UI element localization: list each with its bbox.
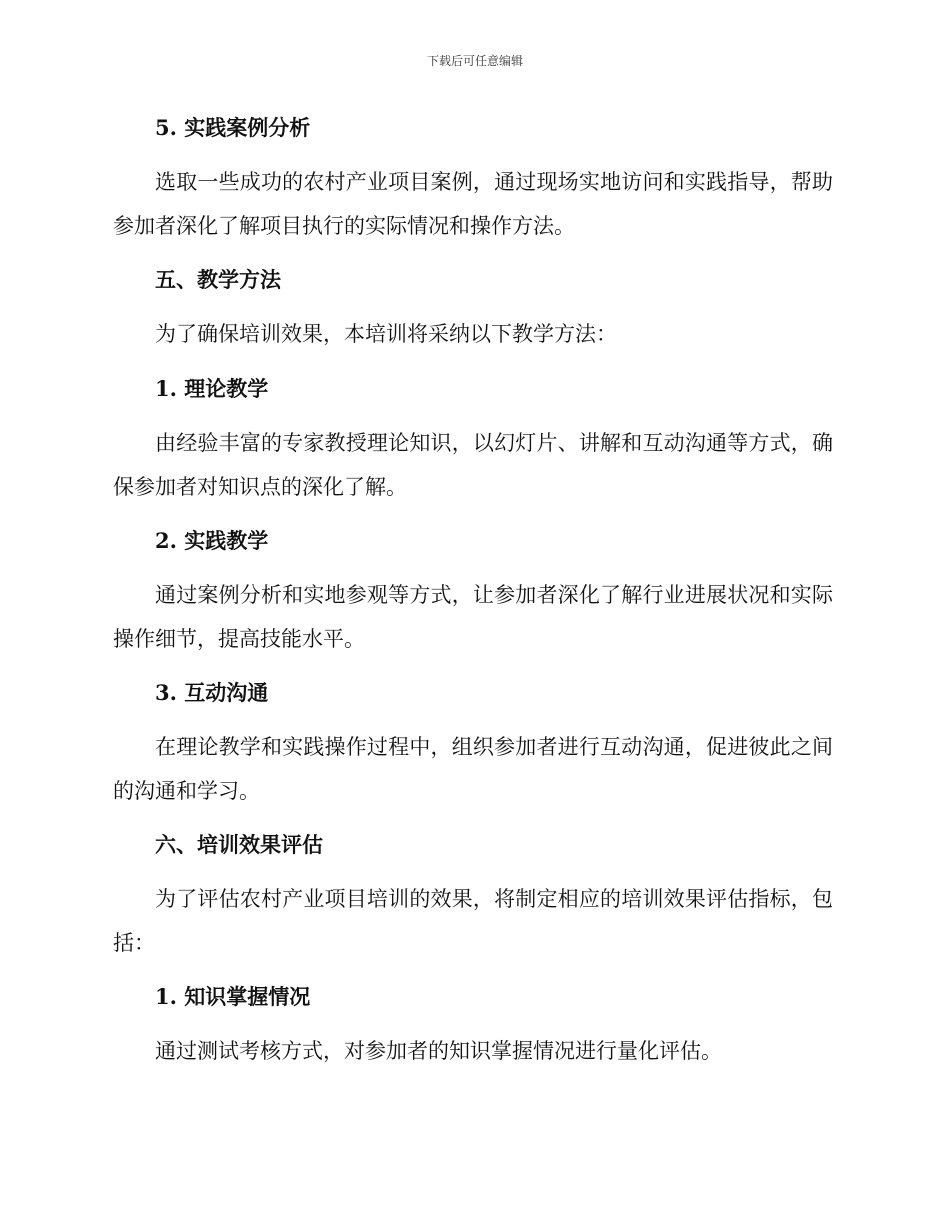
section-heading-teaching-methods: 五、教学方法 [155, 267, 281, 292]
paragraph-interactive-communication: 在理论教学和实践操作过程中，组织参加者进行互动沟通，促进彼此之间的沟通和学习。 [113, 735, 833, 803]
page-header-note: 下载后可任意编辑 [426, 54, 523, 68]
paragraph-teaching-methods: 为了确保培训效果，本培训将采纳以下教学方法： [155, 322, 617, 346]
section-heading-interactive-communication: 3. 互动沟通 [155, 680, 269, 705]
section-heading-theory-teaching: 1. 理论教学 [155, 376, 269, 401]
paragraph-knowledge-mastery: 通过测试考核方式，对参加者的知识掌握情况进行量化评估。 [155, 1039, 722, 1063]
paragraph-practice-case: 选取一些成功的农村产业项目案例，通过现场实地访问和实践指导，帮助参加者深化了解项目执行的实际情况和操作方法。 [113, 170, 833, 238]
section-heading-knowledge-mastery: 1. 知识掌握情况 [155, 984, 311, 1009]
section-heading-training-evaluation: 六、培训效果评估 [155, 832, 323, 857]
section-heading-practice-teaching: 2. 实践教学 [155, 528, 269, 553]
section-heading-practice-case: 5. 实践案例分析 [155, 115, 311, 140]
paragraph-training-evaluation: 为了评估农村产业项目培训的效果，将制定相应的培训效果评估指标，包括： [113, 887, 833, 955]
paragraph-practice-teaching: 通过案例分析和实地参观等方式，让参加者深化了解行业进展状况和实际操作细节，提高技能水平。 [113, 583, 833, 651]
paragraph-theory-teaching: 由经验丰富的专家教授理论知识，以幻灯片、讲解和互动沟通等方式，确保参加者对知识点的深化了解。 [113, 431, 833, 499]
